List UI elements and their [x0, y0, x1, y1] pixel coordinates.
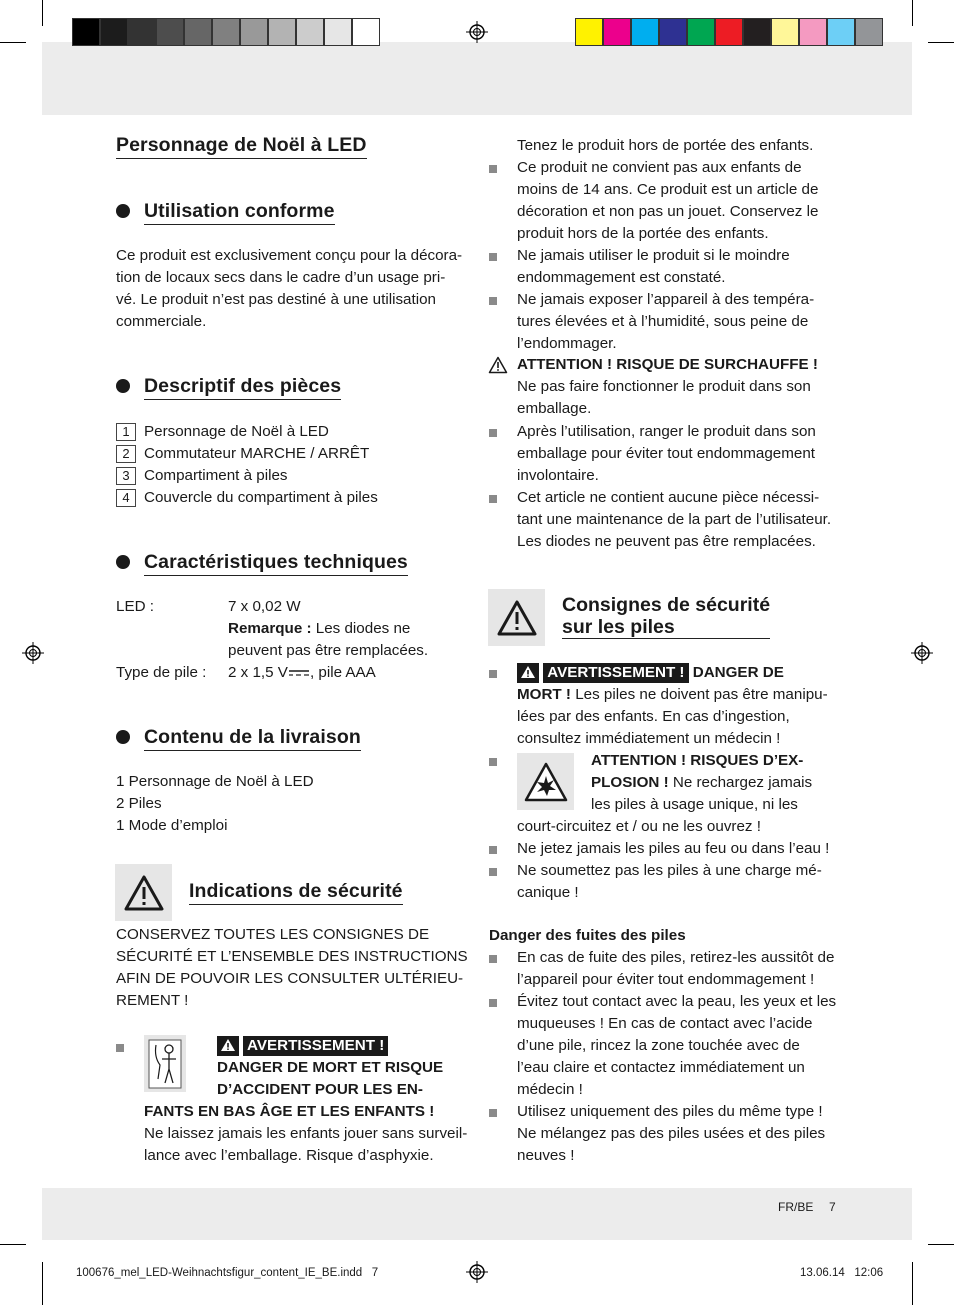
color-swatch: [827, 18, 855, 46]
registration-mark-icon: [22, 642, 44, 664]
color-swatch: [72, 18, 100, 46]
color-swatch: [156, 18, 184, 46]
battery-mech: Ne soumettez pas les piles à une charge mé- canique !: [517, 862, 822, 901]
caution-icon: [488, 356, 508, 374]
heading-safety: Indications de sécurité: [189, 879, 403, 905]
list-bullet: [489, 165, 497, 173]
heading-parts: Descriptif des pièces: [144, 374, 341, 400]
footer-filename: 100676_mel_LED-Weihnachtsfigur_content_IE_BE.indd 7: [76, 1267, 379, 1279]
right-bullet-1: Ce produit ne convient pas aux enfants de moins de 14 ans. Ce produit est un article de décoration et non pas un jouet. Conservez le produit hors de la portée des enfants.: [517, 159, 819, 242]
leak-heading: Danger des fuites des piles: [489, 927, 686, 944]
color-swatch: [575, 18, 603, 46]
color-swatch: [128, 18, 156, 46]
leak-3: Utilisez uniquement des piles du même type ! Ne mélangez pas des piles usées et des piles neuves !: [517, 1103, 826, 1164]
safety-caps: CONSERVEZ TOUTES LES CONSIGNES DE SÉCURITÉ ET L’ENSEMBLE DES INSTRUCTIONS AFIN DE POUVOIR LES CONSULTER ULTÉRIEU- REMENT !: [116, 926, 468, 1009]
section-bullet: [116, 555, 130, 569]
color-swatch: [659, 18, 687, 46]
list-bullet: [489, 495, 497, 503]
right-top-line: Tenez le produit hors de portée des enfants.: [517, 137, 814, 154]
list-bullet: [489, 868, 497, 876]
registration-mark-icon: [911, 642, 933, 664]
leak-2: Évitez tout contact avec la peau, les yeux et les muqueuses ! En cas de contact avec l’acide d’une pile, rincez la zone touchée avec de l’eau claire et contactez immédiatement un médecin !: [517, 993, 837, 1098]
child-warning-label: AVERTISSEMENT !: [217, 1035, 388, 1057]
warning-triangle-icon: [488, 589, 545, 646]
color-swatch: [855, 18, 883, 46]
section-bullet: [116, 379, 130, 393]
heading-usage: Utilisation conforme: [144, 199, 335, 225]
page-title: Personnage de Noël à LED: [116, 133, 367, 159]
color-swatch: [352, 18, 380, 46]
list-bullet: [489, 1109, 497, 1117]
color-swatch: [687, 18, 715, 46]
color-swatch: [771, 18, 799, 46]
explosion-warning: ATTENTION ! RISQUES D’EX- PLOSION ! Ne rechargez jamais les piles à usage unique, ni les: [591, 752, 813, 813]
footer-date: 13.06.14 12:06: [800, 1267, 884, 1279]
registration-mark-icon: [466, 1261, 488, 1283]
parts-list: 1 Personnage de Noël à LED 2 Commutateur MARCHE / ARRÊT 3 Compartiment à piles 4 Couvercle du compartiment à piles: [116, 421, 378, 509]
section-bullet: [116, 204, 130, 218]
list-bullet: [489, 670, 497, 678]
color-swatch: [240, 18, 268, 46]
right-bullet-5: Cet article ne contient aucune pièce nécessi- tant une maintenance de la part de l’utilisateur. Les diodes ne peuvent pas être remplacées.: [517, 489, 832, 550]
explosion-warning-icon: [517, 753, 574, 810]
color-swatch: [212, 18, 240, 46]
right-bullet-3: Ne jamais exposer l’appareil à des tempéra- tures élevées et à l’humidité, sous peine de l’endommager.: [517, 291, 815, 352]
list-bullet: [489, 297, 497, 305]
section-bullet: [116, 730, 130, 744]
heading-delivery: Contenu de la livraison: [144, 725, 361, 751]
list-bullet: [489, 999, 497, 1007]
list-bullet: [489, 955, 497, 963]
right-bullet-2: Ne jamais utiliser le produit si le moindre endommagement est constaté.: [517, 247, 790, 286]
color-swatch: [715, 18, 743, 46]
list-bullet: [489, 846, 497, 854]
overheat-warning: ATTENTION ! RISQUE DE SURCHAUFFE ! Ne pas faire fonctionner le produit dans son emballage.: [517, 356, 818, 417]
battery-fire: Ne jetez jamais les piles au feu ou dans l’eau !: [517, 840, 830, 857]
right-bullet-4: Après l’utilisation, ranger le produit dans son emballage pour éviter tout endommagement involontaire.: [517, 423, 816, 484]
registration-mark-icon: [466, 21, 488, 43]
warning-small-icon: [217, 1036, 239, 1056]
header-band: [42, 42, 912, 115]
color-swatch: [799, 18, 827, 46]
dc-symbol-icon: [288, 668, 310, 678]
color-swatch: [603, 18, 631, 46]
color-swatch: [268, 18, 296, 46]
delivery-list: 1 Personnage de Noël à LED 2 Piles 1 Mode d’emploi: [116, 773, 314, 834]
list-bullet: [489, 758, 497, 766]
list-bullet: [489, 429, 497, 437]
tech-specs: LED : 7 x 0,02 W Remarque : Les diodes ne peuvent pas être remplacées. Type de pile : 2 x 1,5 V , pile AAA: [116, 598, 429, 681]
color-swatch: [324, 18, 352, 46]
usage-text: Ce produit est exclusivement conçu pour la décora- tion de locaux secs dans le cadre d’un usage pri- vé. Le produit n’est pas destiné à une utilisation commerciale.: [116, 247, 463, 330]
warning-triangle-icon: [115, 864, 172, 921]
color-swatch: [296, 18, 324, 46]
color-swatch: [100, 18, 128, 46]
heading-tech: Caractéristiques techniques: [144, 550, 408, 576]
leak-1: En cas de fuite des piles, retirez-les aussitôt de l’appareil pour éviter tout endommagement !: [517, 949, 835, 988]
heading-battery-safety: Consignes de sécurité sur les piles: [562, 594, 771, 638]
color-swatch: [743, 18, 771, 46]
child-warning-text: FANTS EN BAS ÂGE ET LES ENFANTS ! Ne laissez jamais les enfants jouer sans surveil- lance avec l’emballage. Risque d’asphyxie.: [144, 1103, 468, 1164]
child-warning-icon: [144, 1035, 186, 1092]
explosion-warning-cont: court-circuitez et / ou ne les ouvrez !: [517, 818, 761, 835]
list-bullet: [116, 1044, 124, 1052]
color-swatch: [184, 18, 212, 46]
footer-lang: FR/BE: [778, 1200, 814, 1214]
battery-warning: AVERTISSEMENT ! DANGER DE MORT ! Les piles ne doivent pas être manipu- lées par des enfants. En cas d’ingestion, consultez immédiatement un médecin !: [517, 664, 828, 747]
list-bullet: [489, 253, 497, 261]
child-warning-bold: DANGER DE MORT ET RISQUE D’ACCIDENT POUR LES EN-: [217, 1059, 444, 1098]
color-swatch: [631, 18, 659, 46]
page-number: 7: [829, 1200, 836, 1214]
